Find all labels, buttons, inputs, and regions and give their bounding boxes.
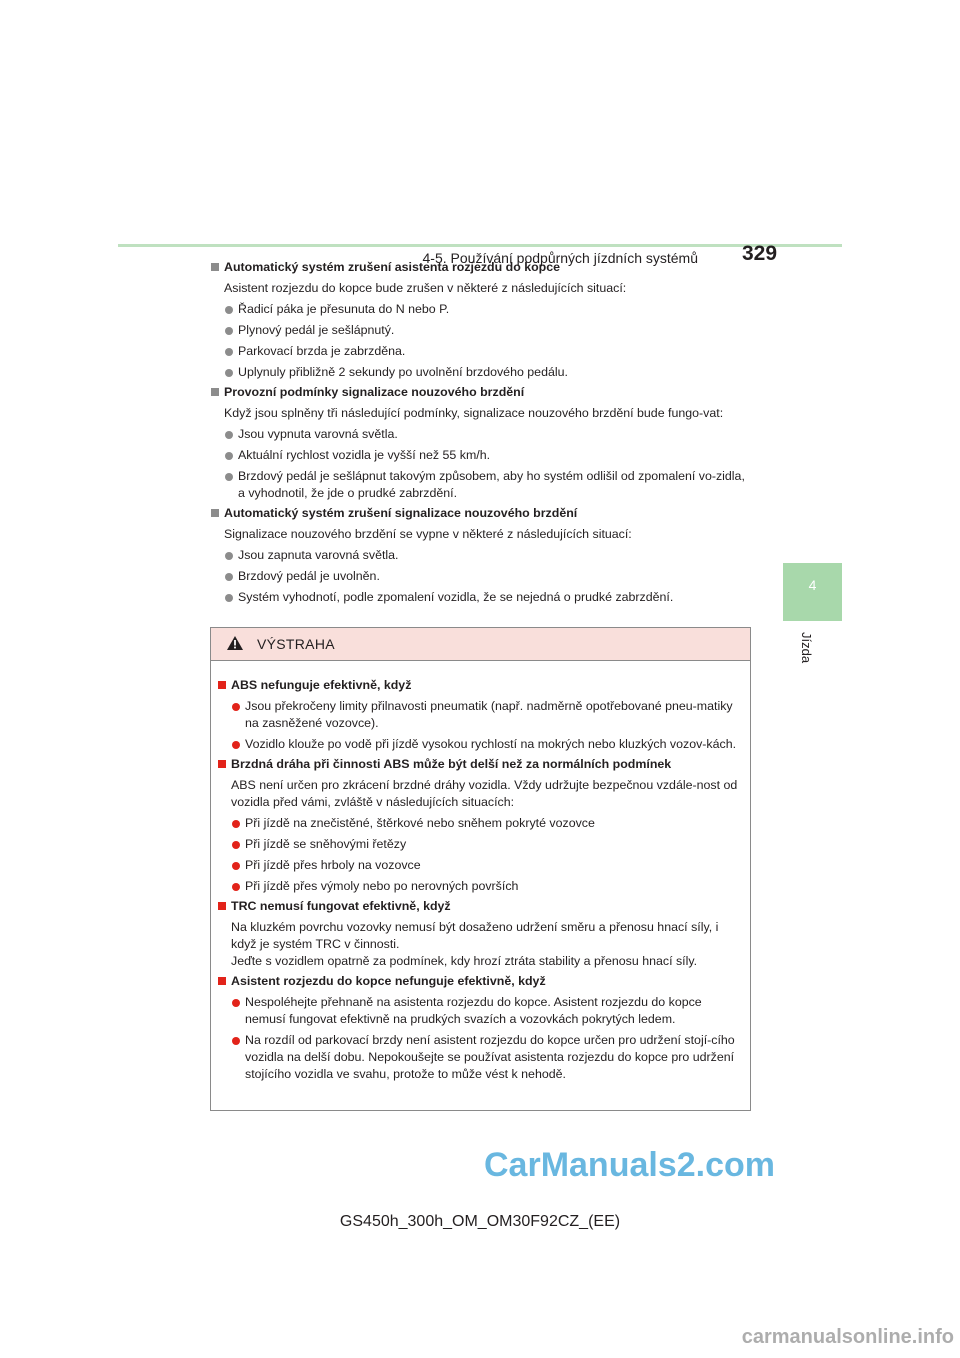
bullet-text: Systém vyhodnotí, podle zpomalení vozidla, že se nejedná o prudké zabrzdění. [238, 590, 674, 604]
bullet-dot-icon [225, 431, 233, 439]
section-title: 4-5. Používání podpůrných jízdních systémů [422, 250, 698, 266]
bullet-dot-icon [232, 841, 240, 849]
bullet-dot-icon [232, 820, 240, 828]
paragraph: Na kluzkém povrchu vozovky nemusí být dosaženo udržení směru a přenosu hnací síly, i když je systém TRC v činnosti. [231, 920, 719, 951]
bullet-text: Uplynuly přibližně 2 sekundy po uvolnění brzdového pedálu. [238, 365, 568, 379]
bullet-dot-icon [232, 703, 240, 711]
paragraph: Signalizace nouzového brzdění se vypne v některé z následujících situací: [224, 527, 632, 541]
section-heading: Provozní podmínky signalizace nouzového brzdění [210, 384, 750, 401]
bullet-dot-icon [225, 348, 233, 356]
warning-box [210, 627, 751, 1111]
bullet-text: Vozidlo klouže po vodě při jízdě vysokou rychlostí na mokrých nebo kluzkých vozov-kách. [245, 737, 737, 751]
bullet-item [210, 343, 750, 360]
bullet-dot-icon [225, 306, 233, 314]
bullet-dot-icon [232, 999, 240, 1007]
bullet-dot-icon [225, 327, 233, 335]
bullet-item [217, 815, 745, 832]
header-rule [118, 244, 842, 247]
bullet-text: Jsou zapnuta varovná světla. [238, 548, 399, 562]
warning-triangle-icon [226, 635, 244, 651]
bullet-dot-icon [232, 741, 240, 749]
watermark-logo: CarManuals2.com [484, 1146, 775, 1184]
bullet-item [217, 1032, 745, 1083]
bullet-text: Na rozdíl od parkovací brzdy není asistent rozjezdu do kopce určen pro udržení stojí-cího vozidla na delší dobu. Nepokoušejte se používat asistenta rozjezdu do kopce pro udržení stojícího vozidla ve svahu, protože to může vést k nehodě. [245, 1033, 735, 1081]
bullet-dot-icon [225, 573, 233, 581]
chapter-tab[interactable] [783, 563, 842, 621]
main-content [210, 256, 750, 606]
bullet-text: Při jízdě na znečistěné, štěrkové nebo sněhem pokryté vozovce [245, 816, 595, 830]
bullet-item [217, 878, 745, 895]
bullet-text: Plynový pedál je sešlápnutý. [238, 323, 395, 337]
paragraph: Když jsou splněny tři následující podmínky, signalizace nouzového brzdění bude fungo-vat: [224, 406, 724, 420]
bullet-item [217, 857, 745, 874]
footer-doc-code: GS450h_300h_OM_OM30F92CZ_(EE) [339, 1213, 621, 1230]
section-heading: Automatický systém zrušení asistenta rozjezdu do kopce [210, 259, 750, 276]
bullet-dot-icon [225, 473, 233, 481]
chapter-label: Jízda [799, 632, 814, 664]
bullet-item [210, 364, 750, 381]
section-heading: TRC nemusí fungovat efektivně, když [217, 898, 745, 915]
bullet-dot-icon [225, 552, 233, 560]
paragraph: Asistent rozjezdu do kopce bude zrušen v některé z následujících situací: [224, 281, 627, 295]
section-heading: Automatický systém zrušení signalizace nouzového brzdění [210, 505, 750, 522]
bullet-text: Brzdový pedál je sešlápnut takovým způsobem, aby ho systém odlišil od zpomalení vo-zidla, a vyhodnotil, že jde o prudké zabrzdění. [238, 469, 745, 500]
bullet-item [217, 736, 745, 753]
paragraph: ABS není určen pro zkrácení brzdné dráhy vozidla. Vždy udržujte bezpečnou vzdále-nost od vozidla před vámi, zvláště v následujících situacích: [231, 778, 738, 809]
warning-body [217, 674, 745, 1083]
bullet-item [217, 836, 745, 853]
bullet-text: Řadicí páka je přesunuta do N nebo P. [238, 302, 450, 316]
paragraph: Jeďte s vozidlem opatrně za podmínek, kdy hrozí ztráta stability a přenosu hnací síly. [231, 954, 698, 968]
watermark-site: carmanualsonline.info [741, 1326, 954, 1348]
bullet-item [210, 589, 750, 606]
chapter-number: 4 [808, 577, 817, 593]
bullet-item [210, 301, 750, 318]
bullet-dot-icon [232, 1037, 240, 1045]
bullet-text: Jsou překročeny limity přilnavosti pneumatik (např. nadměrně opotřebované pneu-matiky na zasněžené vozovce). [245, 699, 733, 730]
bullet-text: Brzdový pedál je uvolněn. [238, 569, 380, 583]
bullet-item [217, 698, 745, 732]
warning-header [211, 628, 750, 661]
section-heading: ABS nefunguje efektivně, když [217, 677, 745, 694]
bullet-dot-icon [225, 369, 233, 377]
bullet-text: Při jízdě se sněhovými řetězy [245, 837, 407, 851]
page-number: 329 [742, 242, 778, 265]
bullet-item [210, 568, 750, 585]
bullet-item [210, 468, 750, 502]
chapter-label-wrap [794, 632, 834, 672]
bullet-text: Při jízdě přes výmoly nebo po nerovných površích [245, 879, 519, 893]
bullet-text: Aktuální rychlost vozidla je vyšší než 55 km/h. [238, 448, 491, 462]
section-heading: Asistent rozjezdu do kopce nefunguje efektivně, když [217, 973, 745, 990]
bullet-item [210, 447, 750, 464]
bullet-item [210, 547, 750, 564]
section-heading: Brzdná dráha při činnosti ABS může být delší než za normálních podmínek [217, 756, 745, 773]
bullet-dot-icon [232, 862, 240, 870]
bullet-text: Nespoléhejte přehnaně na asistenta rozjezdu do kopce. Asistent rozjezdu do kopce nemusí fungovat efektivně na prudkých svazích a vozovkách pokrytých ledem. [245, 995, 702, 1026]
bullet-item [210, 426, 750, 443]
bullet-dot-icon [232, 883, 240, 891]
bullet-text: Při jízdě přes hrboly na vozovce [245, 858, 421, 872]
bullet-text: Jsou vypnuta varovná světla. [238, 427, 398, 441]
bullet-item [217, 994, 745, 1028]
bullet-dot-icon [225, 594, 233, 602]
bullet-dot-icon [225, 452, 233, 460]
bullet-text: Parkovací brzda je zabrzděna. [238, 344, 406, 358]
warning-title: VÝSTRAHA [257, 636, 335, 652]
bullet-item [210, 322, 750, 339]
